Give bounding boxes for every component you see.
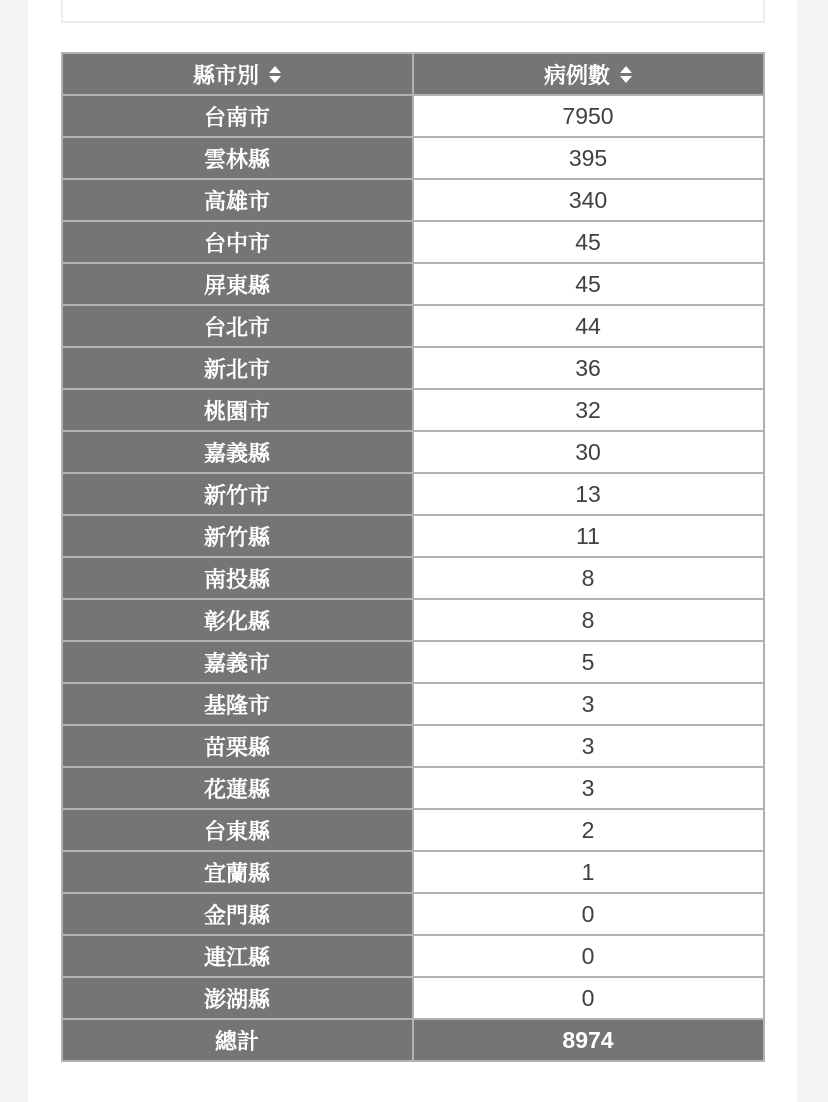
cases-cell: 45 — [412, 262, 763, 304]
region-cell: 台東縣 — [61, 808, 412, 850]
cases-cell: 8 — [412, 556, 763, 598]
table-row — [61, 682, 763, 724]
table-row — [61, 178, 763, 220]
table-row — [61, 640, 763, 682]
cases-cell: 45 — [412, 220, 763, 262]
cases-cell: 395 — [412, 136, 763, 178]
cases-cell: 11 — [412, 514, 763, 556]
cases-cell: 44 — [412, 304, 763, 346]
region-cell: 嘉義市 — [61, 640, 412, 682]
cases-cell: 32 — [412, 388, 763, 430]
cases-cell: 5 — [412, 640, 763, 682]
table-row — [61, 220, 763, 262]
table-row — [61, 472, 763, 514]
sort-icon[interactable] — [269, 66, 281, 83]
table-body — [61, 94, 763, 1018]
region-cell: 連江縣 — [61, 934, 412, 976]
region-cell: 南投縣 — [61, 556, 412, 598]
cases-by-county-table — [61, 52, 765, 1062]
table-row — [61, 598, 763, 640]
table-row — [61, 556, 763, 598]
sort-down-arrow-icon — [269, 76, 281, 83]
cases-cell: 3 — [412, 724, 763, 766]
cases-cell: 7950 — [412, 94, 763, 136]
region-cell: 澎湖縣 — [61, 976, 412, 1018]
cases-cell: 1 — [412, 850, 763, 892]
sort-up-arrow-icon — [620, 66, 632, 73]
table-row — [61, 262, 763, 304]
cases-cell: 3 — [412, 682, 763, 724]
region-cell: 雲林縣 — [61, 136, 412, 178]
total-label-cell: 總計 — [61, 1018, 412, 1060]
region-cell: 屏東縣 — [61, 262, 412, 304]
table-row — [61, 808, 763, 850]
region-cell: 花蓮縣 — [61, 766, 412, 808]
cases-cell: 0 — [412, 934, 763, 976]
table-row — [61, 766, 763, 808]
table-row — [61, 850, 763, 892]
region-cell: 嘉義縣 — [61, 430, 412, 472]
region-cell: 新北市 — [61, 346, 412, 388]
region-cell: 新竹縣 — [61, 514, 412, 556]
sort-up-arrow-icon — [269, 66, 281, 73]
region-cell: 台南市 — [61, 94, 412, 136]
cases-cell: 36 — [412, 346, 763, 388]
cases-cell: 3 — [412, 766, 763, 808]
region-cell: 桃園市 — [61, 388, 412, 430]
table-row — [61, 934, 763, 976]
cases-cell: 30 — [412, 430, 763, 472]
cases-cell: 2 — [412, 808, 763, 850]
region-cell: 彰化縣 — [61, 598, 412, 640]
region-cell: 金門縣 — [61, 892, 412, 934]
cases-cell: 13 — [412, 472, 763, 514]
table-row — [61, 724, 763, 766]
content-card — [28, 0, 797, 1102]
table-row — [61, 346, 763, 388]
column-header-county[interactable] — [61, 52, 412, 94]
region-cell: 高雄市 — [61, 178, 412, 220]
cases-cell: 0 — [412, 976, 763, 1018]
column-header-cases-label: 病例數 — [543, 62, 610, 88]
cases-cell: 8 — [412, 598, 763, 640]
sort-icon[interactable] — [620, 66, 632, 83]
total-value-cell: 8974 — [412, 1018, 763, 1060]
table-row — [61, 388, 763, 430]
cases-cell: 340 — [412, 178, 763, 220]
region-cell: 台中市 — [61, 220, 412, 262]
table-row — [61, 430, 763, 472]
table-header-row — [61, 52, 763, 94]
region-cell: 苗栗縣 — [61, 724, 412, 766]
sort-down-arrow-icon — [620, 76, 632, 83]
table-row — [61, 976, 763, 1018]
table-row — [61, 136, 763, 178]
region-cell: 宜蘭縣 — [61, 850, 412, 892]
region-cell: 新竹市 — [61, 472, 412, 514]
table-row — [61, 94, 763, 136]
top-panel — [61, 0, 765, 23]
table-row — [61, 304, 763, 346]
table-row — [61, 892, 763, 934]
table-total-row — [61, 1018, 763, 1060]
column-header-county-label: 縣市別 — [192, 62, 259, 88]
table-row — [61, 514, 763, 556]
column-header-cases[interactable] — [412, 52, 763, 94]
cases-cell: 0 — [412, 892, 763, 934]
region-cell: 台北市 — [61, 304, 412, 346]
region-cell: 基隆市 — [61, 682, 412, 724]
